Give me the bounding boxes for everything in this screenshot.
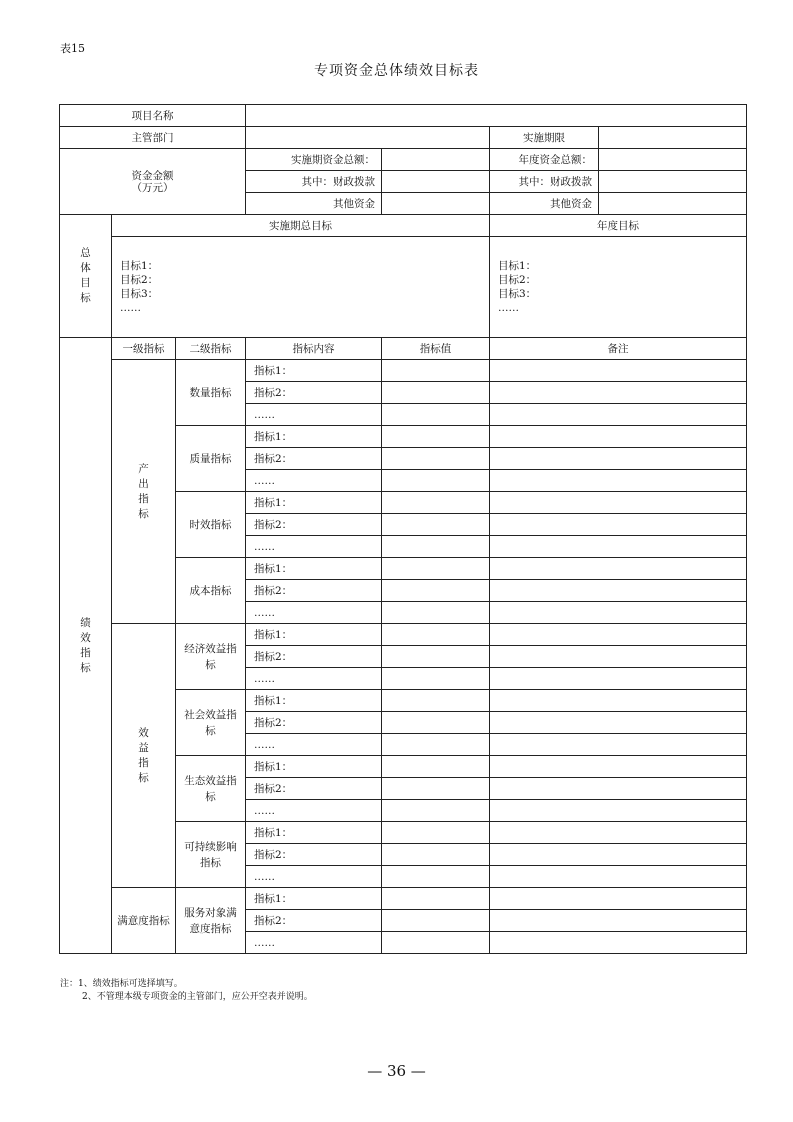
indicator-value-field[interactable] xyxy=(382,492,490,514)
goal-item: 目标1： xyxy=(120,260,159,272)
total-funds-field[interactable] xyxy=(382,149,490,171)
annual-other-field[interactable] xyxy=(599,193,747,215)
indicator-value-field[interactable] xyxy=(382,580,490,602)
indicator-remark-field[interactable] xyxy=(490,470,747,492)
indicator-remark-field[interactable] xyxy=(490,602,747,624)
page-number: — 36 — xyxy=(367,1062,426,1080)
total-funds-label: 实施期资金总额： xyxy=(246,149,382,171)
indicator-value-field[interactable] xyxy=(382,866,490,888)
indicator-value-field[interactable] xyxy=(382,910,490,932)
indicator-value-field[interactable] xyxy=(382,888,490,910)
indicator-value-field[interactable] xyxy=(382,470,490,492)
indicator-content-field[interactable]: 指标1： xyxy=(246,690,382,712)
indicator-row xyxy=(60,624,747,646)
indicator-value-field[interactable] xyxy=(382,382,490,404)
indicator-content-field[interactable]: 指标2： xyxy=(246,910,382,932)
indicator-value-field[interactable] xyxy=(382,690,490,712)
indicator-content-field[interactable]: 指标1： xyxy=(246,756,382,778)
indicator-remark-field[interactable] xyxy=(490,734,747,756)
annual-other-label: 其他资金 xyxy=(490,193,599,215)
indicator-remark-field[interactable] xyxy=(490,690,747,712)
annual-funds-field[interactable] xyxy=(599,149,747,171)
annual-fiscal-label: 其中：财政拨款 xyxy=(490,171,599,193)
indicator-row xyxy=(60,888,747,910)
project-name-field[interactable] xyxy=(246,105,747,127)
indicator-remark-field[interactable] xyxy=(490,888,747,910)
annual-funds-label: 年度资金总额： xyxy=(490,149,599,171)
performance-indicators-text: 绩 效 指 标 xyxy=(80,616,91,674)
indicator-content-field[interactable]: 指标1： xyxy=(246,624,382,646)
indicator-value-field[interactable] xyxy=(382,712,490,734)
indicator-value-field[interactable] xyxy=(382,646,490,668)
level1-header: 一级指标 xyxy=(112,338,176,360)
indicator-content-field[interactable]: …… xyxy=(246,866,382,888)
level2-indicator: 可持续影响指标 xyxy=(176,822,246,888)
indicator-remark-field[interactable] xyxy=(490,910,747,932)
indicator-value-field[interactable] xyxy=(382,514,490,536)
period-field[interactable] xyxy=(599,127,747,149)
indicator-remark-field[interactable] xyxy=(490,822,747,844)
period-fiscal-field[interactable] xyxy=(382,171,490,193)
indicator-content-field[interactable]: 指标2： xyxy=(246,448,382,470)
footnote-2: 2、不管理本级专项资金的主管部门，应公开空表并说明。 xyxy=(82,992,313,1002)
indicator-value-field[interactable] xyxy=(382,932,490,954)
level1-indicator: 效 益 指 标 xyxy=(112,624,176,888)
indicator-remark-field[interactable] xyxy=(490,426,747,448)
indicator-content-field[interactable]: 指标2： xyxy=(246,580,382,602)
indicator-content-field[interactable]: …… xyxy=(246,602,382,624)
content-header: 指标内容 xyxy=(246,338,382,360)
indicator-content-field[interactable]: 指标2： xyxy=(246,382,382,404)
annual-goal-header: 年度目标 xyxy=(490,215,747,237)
document-title: 专项资金总体绩效目标表 xyxy=(314,63,479,79)
level2-indicator: 经济效益指标 xyxy=(176,624,246,690)
indicator-content-field[interactable]: 指标2： xyxy=(246,778,382,800)
project-name-label: 项目名称 xyxy=(60,105,246,127)
indicator-value-field[interactable] xyxy=(382,558,490,580)
level2-indicator: 生态效益指标 xyxy=(176,756,246,822)
goal-item: 目标3： xyxy=(498,288,537,300)
indicator-remark-field[interactable] xyxy=(490,866,747,888)
period-label: 实施期限 xyxy=(490,127,599,149)
indicator-value-field[interactable] xyxy=(382,668,490,690)
indicator-remark-field[interactable] xyxy=(490,624,747,646)
indicator-value-field[interactable] xyxy=(382,800,490,822)
indicator-remark-field[interactable] xyxy=(490,492,747,514)
indicator-remark-field[interactable] xyxy=(490,646,747,668)
indicator-remark-field[interactable] xyxy=(490,536,747,558)
indicator-value-field[interactable] xyxy=(382,624,490,646)
indicator-content-field[interactable]: …… xyxy=(246,932,382,954)
indicator-remark-field[interactable] xyxy=(490,360,747,382)
performance-goal-form xyxy=(59,104,747,954)
indicator-value-field[interactable] xyxy=(382,426,490,448)
overall-goal-text: 总 体 目 标 xyxy=(80,247,91,304)
annual-goal-field[interactable] xyxy=(490,237,747,338)
goal-item: …… xyxy=(498,302,519,314)
indicator-remark-field[interactable] xyxy=(490,448,747,470)
indicator-value-field[interactable] xyxy=(382,360,490,382)
indicator-content-field[interactable]: …… xyxy=(246,404,382,426)
indicator-remark-field[interactable] xyxy=(490,756,747,778)
level2-indicator: 社会效益指标 xyxy=(176,690,246,756)
indicator-content-field[interactable]: 指标1： xyxy=(246,492,382,514)
indicator-value-field[interactable] xyxy=(382,602,490,624)
indicator-value-field[interactable] xyxy=(382,404,490,426)
indicator-remark-field[interactable] xyxy=(490,932,747,954)
indicator-content-field[interactable]: 指标1： xyxy=(246,360,382,382)
period-fiscal-label: 其中：财政拨款 xyxy=(246,171,382,193)
period-goal-field[interactable] xyxy=(112,237,490,338)
indicator-value-field[interactable] xyxy=(382,448,490,470)
indicator-content-field[interactable]: 指标1： xyxy=(246,888,382,910)
fund-amount-title: 资金金额 xyxy=(131,169,174,182)
period-other-label: 其他资金 xyxy=(246,193,382,215)
overall-goal-label xyxy=(60,215,112,338)
indicator-content-field[interactable]: …… xyxy=(246,800,382,822)
indicator-remark-field[interactable] xyxy=(490,404,747,426)
indicator-remark-field[interactable] xyxy=(490,668,747,690)
indicator-remark-field[interactable] xyxy=(490,382,747,404)
indicator-value-field[interactable] xyxy=(382,844,490,866)
period-other-field[interactable] xyxy=(382,193,490,215)
indicator-remark-field[interactable] xyxy=(490,800,747,822)
indicator-content-field[interactable]: 指标2： xyxy=(246,712,382,734)
indicator-content-field[interactable]: 指标1： xyxy=(246,822,382,844)
indicator-row xyxy=(60,360,747,382)
goal-item: 目标2： xyxy=(120,274,159,286)
level1-indicator: 满意度指标 xyxy=(112,888,176,954)
period-goal-header: 实施期总目标 xyxy=(112,215,490,237)
level1-indicator: 产 出 指 标 xyxy=(112,360,176,624)
indicator-value-field[interactable] xyxy=(382,822,490,844)
fund-amount-label xyxy=(60,149,246,215)
indicator-remark-field[interactable] xyxy=(490,514,747,536)
department-label: 主管部门 xyxy=(60,127,246,149)
indicator-remark-field[interactable] xyxy=(490,558,747,580)
period-goal-list xyxy=(120,259,485,315)
indicator-remark-field[interactable] xyxy=(490,712,747,734)
footnote-1: 注：1、绩效指标可选择填写。 xyxy=(60,979,183,989)
level2-indicator: 数量指标 xyxy=(176,360,246,426)
remark-header: 备注 xyxy=(490,338,747,360)
fund-amount-unit: （万元） xyxy=(131,181,174,194)
level2-indicator: 成本指标 xyxy=(176,558,246,624)
value-header: 指标值 xyxy=(382,338,490,360)
indicator-content-field[interactable]: 指标2： xyxy=(246,646,382,668)
performance-indicators-label xyxy=(60,338,112,954)
indicator-content-field[interactable]: 指标2： xyxy=(246,844,382,866)
indicator-content-field[interactable]: 指标1： xyxy=(246,426,382,448)
level2-indicator: 时效指标 xyxy=(176,492,246,558)
indicator-content-field[interactable]: …… xyxy=(246,470,382,492)
level2-header: 二级指标 xyxy=(176,338,246,360)
indicator-remark-field[interactable] xyxy=(490,778,747,800)
indicator-remark-field[interactable] xyxy=(490,580,747,602)
indicator-value-field[interactable] xyxy=(382,536,490,558)
indicator-content-field[interactable]: …… xyxy=(246,536,382,558)
indicator-content-field[interactable]: …… xyxy=(246,734,382,756)
annual-goal-list xyxy=(498,259,742,315)
level2-indicator: 质量指标 xyxy=(176,426,246,492)
indicator-remark-field[interactable] xyxy=(490,844,747,866)
indicator-content-field[interactable]: 指标2： xyxy=(246,514,382,536)
annual-fiscal-field[interactable] xyxy=(599,171,747,193)
table-number: 表15 xyxy=(60,42,85,55)
goal-item: …… xyxy=(120,302,141,314)
indicator-content-field[interactable]: …… xyxy=(246,668,382,690)
level2-indicator: 服务对象满意度指标 xyxy=(176,888,246,954)
goal-item: 目标1： xyxy=(498,260,537,272)
footnotes xyxy=(60,978,313,1004)
indicator-value-field[interactable] xyxy=(382,778,490,800)
indicator-value-field[interactable] xyxy=(382,734,490,756)
goal-item: 目标3： xyxy=(120,288,159,300)
department-field[interactable] xyxy=(246,127,490,149)
indicator-content-field[interactable]: 指标1： xyxy=(246,558,382,580)
indicator-value-field[interactable] xyxy=(382,756,490,778)
goal-item: 目标2： xyxy=(498,274,537,286)
